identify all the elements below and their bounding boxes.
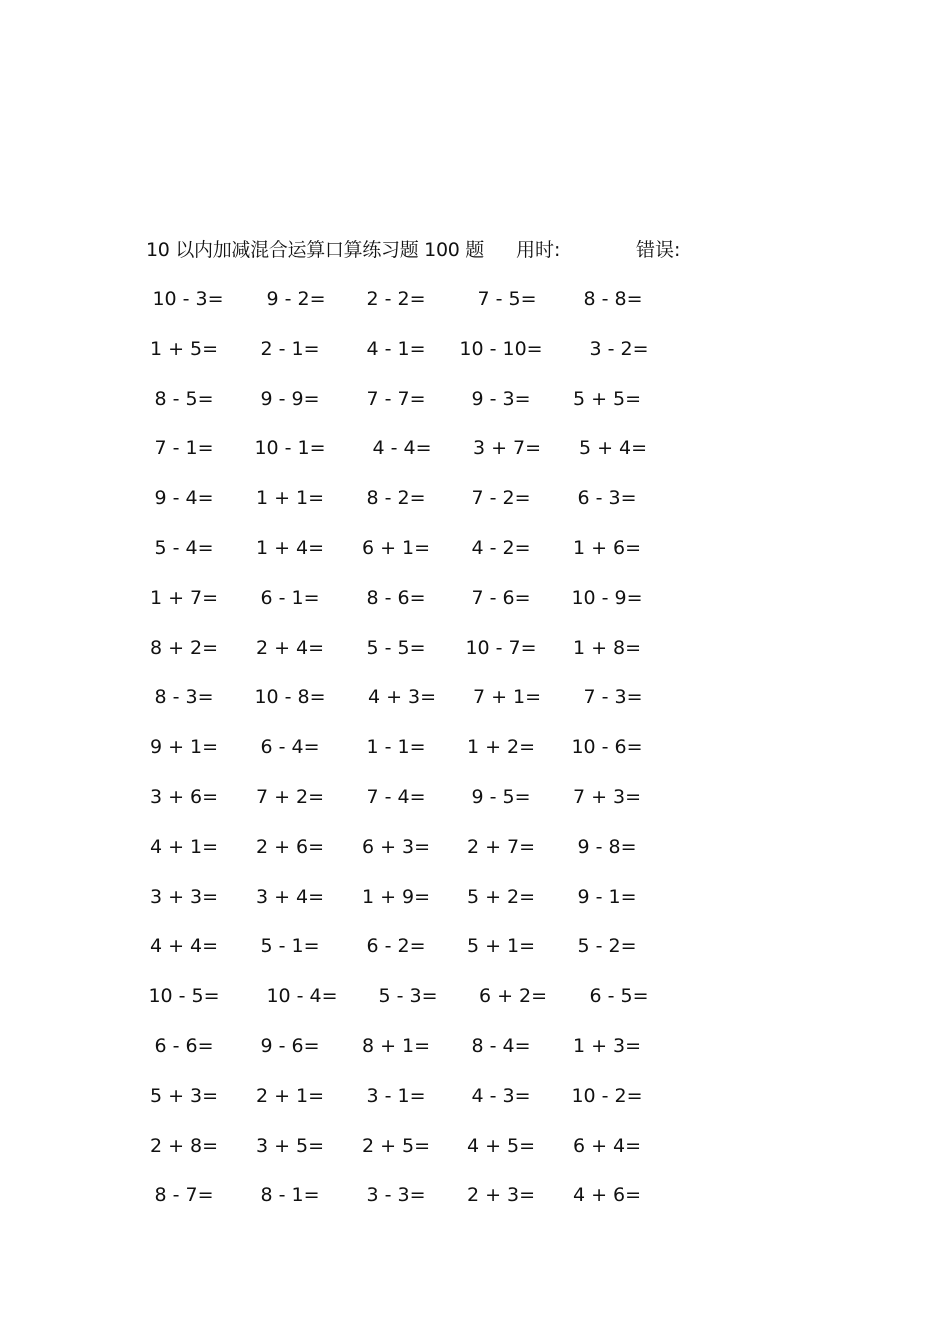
problem-item: 4 + 6= (572, 1184, 642, 1207)
problem-row (0, 981, 950, 1031)
problem-item: 2 + 5= (361, 1134, 431, 1157)
problem-item: 7 - 5= (477, 288, 537, 310)
problem-item: 3 + 6= (149, 785, 219, 808)
problem-row (0, 882, 950, 932)
problem-item: 7 - 4= (366, 785, 426, 808)
problem-row (0, 931, 950, 981)
problem-item: 2 + 3= (466, 1184, 536, 1207)
problem-item: 2 + 4= (255, 636, 325, 659)
problem-item: 4 + 5= (466, 1134, 536, 1157)
problem-item: 1 + 4= (255, 536, 325, 559)
problem-item: 3 + 5= (255, 1134, 325, 1157)
problem-item: 6 - 3= (577, 487, 637, 510)
problem-row (0, 682, 950, 732)
problem-item: 8 - 5= (154, 387, 214, 410)
problem-item: 4 - 2= (471, 536, 531, 559)
problem-item: 10 - 1= (254, 437, 326, 460)
problem-item: 6 + 1= (361, 536, 431, 559)
problem-item: 9 + 1= (149, 736, 219, 759)
problem-item: 10 - 10= (459, 337, 543, 360)
problem-item: 1 - 1= (366, 736, 426, 759)
problem-item: 1 + 1= (255, 487, 325, 510)
problem-item: 8 - 7= (154, 1184, 214, 1207)
problem-item: 9 - 1= (577, 885, 637, 908)
problem-row (0, 433, 950, 483)
problem-item: 3 + 3= (149, 885, 219, 908)
problem-item: 1 + 3= (572, 1034, 642, 1057)
problem-item: 3 - 3= (366, 1184, 426, 1207)
problem-item: 10 - 9= (571, 586, 643, 609)
problem-item: 9 - 6= (260, 1034, 320, 1057)
problem-item: 5 + 1= (466, 935, 536, 958)
problem-item: 5 + 4= (578, 437, 648, 460)
problem-item: 10 - 8= (254, 686, 326, 709)
problem-item: 4 - 3= (471, 1084, 531, 1107)
problem-row (0, 1180, 950, 1230)
time-used-label: 用时: (516, 239, 561, 261)
problem-item: 9 - 8= (577, 835, 637, 858)
problem-item: 6 - 2= (366, 935, 426, 958)
problem-item: 10 - 5= (148, 985, 220, 1008)
problem-item: 7 + 3= (572, 785, 642, 808)
problem-item: 6 - 6= (154, 1034, 214, 1057)
problem-item: 5 + 2= (466, 885, 536, 908)
problem-item: 8 - 2= (366, 487, 426, 510)
problem-item: 7 - 7= (366, 387, 426, 410)
problem-item: 9 - 9= (260, 387, 320, 410)
problem-row (0, 483, 950, 533)
problem-item: 7 + 1= (472, 686, 542, 709)
problem-item: 5 - 2= (577, 935, 637, 958)
problem-row (0, 384, 950, 434)
problem-item: 5 + 5= (572, 387, 642, 410)
problem-item: 1 + 9= (361, 885, 431, 908)
problem-item: 6 + 4= (572, 1134, 642, 1157)
problem-item: 3 - 1= (366, 1084, 426, 1107)
problem-row (0, 1081, 950, 1131)
problem-item: 1 + 2= (466, 736, 536, 759)
problem-item: 7 - 6= (471, 586, 531, 609)
problem-item: 9 - 3= (471, 387, 531, 410)
problem-row (0, 533, 950, 583)
problem-item: 5 + 3= (149, 1084, 219, 1107)
problem-item: 7 - 3= (583, 686, 643, 709)
problem-item: 6 - 1= (260, 586, 320, 609)
problem-item: 2 + 7= (466, 835, 536, 858)
problem-row (0, 284, 950, 334)
problem-item: 8 + 1= (361, 1034, 431, 1057)
problem-row (0, 583, 950, 633)
problem-item: 8 - 6= (366, 586, 426, 609)
problem-item: 6 + 2= (478, 985, 548, 1008)
problem-row (0, 1031, 950, 1081)
problem-item: 9 - 4= (154, 487, 214, 510)
problem-row (0, 782, 950, 832)
problem-item: 2 + 1= (255, 1084, 325, 1107)
problem-item: 8 - 8= (583, 288, 643, 310)
problem-item: 7 - 2= (471, 487, 531, 510)
problem-item: 10 - 4= (266, 985, 338, 1008)
problem-item: 6 + 3= (361, 835, 431, 858)
problem-item: 4 + 1= (149, 835, 219, 858)
problem-row (0, 334, 950, 384)
problem-item: 5 - 3= (378, 985, 438, 1008)
problem-item: 5 - 1= (260, 935, 320, 958)
problem-item: 1 + 8= (572, 636, 642, 659)
problem-item: 1 + 6= (572, 536, 642, 559)
problem-item: 4 - 4= (372, 437, 432, 460)
problem-grid (0, 284, 950, 1230)
problem-item: 7 - 1= (154, 437, 214, 460)
problem-row (0, 633, 950, 683)
errors-label: 错误: (636, 239, 681, 261)
problem-item: 5 - 5= (366, 636, 426, 659)
problem-item: 8 - 3= (154, 686, 214, 709)
problem-item: 2 - 2= (366, 288, 426, 310)
problem-item: 1 + 5= (149, 337, 219, 360)
worksheet-title: 10 以内加减混合运算口算练习题 100 题 (146, 239, 484, 261)
worksheet-header (146, 236, 766, 264)
problem-item: 9 - 5= (471, 785, 531, 808)
problem-item: 2 - 1= (260, 337, 320, 360)
problem-item: 3 - 2= (589, 337, 649, 360)
problem-item: 10 - 6= (571, 736, 643, 759)
problem-item: 2 + 8= (149, 1134, 219, 1157)
problem-item: 10 - 2= (571, 1084, 643, 1107)
problem-item: 3 + 7= (472, 437, 542, 460)
problem-row (0, 1131, 950, 1181)
problem-item: 4 + 4= (149, 935, 219, 958)
problem-item: 1 + 7= (149, 586, 219, 609)
problem-item: 10 - 3= (152, 288, 224, 310)
problem-item: 5 - 4= (154, 536, 214, 559)
problem-item: 4 + 3= (367, 686, 437, 709)
problem-item: 2 + 6= (255, 835, 325, 858)
problem-item: 8 - 4= (471, 1034, 531, 1057)
problem-item: 6 - 4= (260, 736, 320, 759)
problem-item: 6 - 5= (589, 985, 649, 1008)
problem-item: 10 - 7= (465, 636, 537, 659)
problem-item: 4 - 1= (366, 337, 426, 360)
problem-item: 7 + 2= (255, 785, 325, 808)
problem-item: 8 + 2= (149, 636, 219, 659)
problem-item: 3 + 4= (255, 885, 325, 908)
problem-item: 8 - 1= (260, 1184, 320, 1207)
problem-item: 9 - 2= (266, 288, 326, 310)
problem-row (0, 732, 950, 782)
problem-row (0, 832, 950, 882)
